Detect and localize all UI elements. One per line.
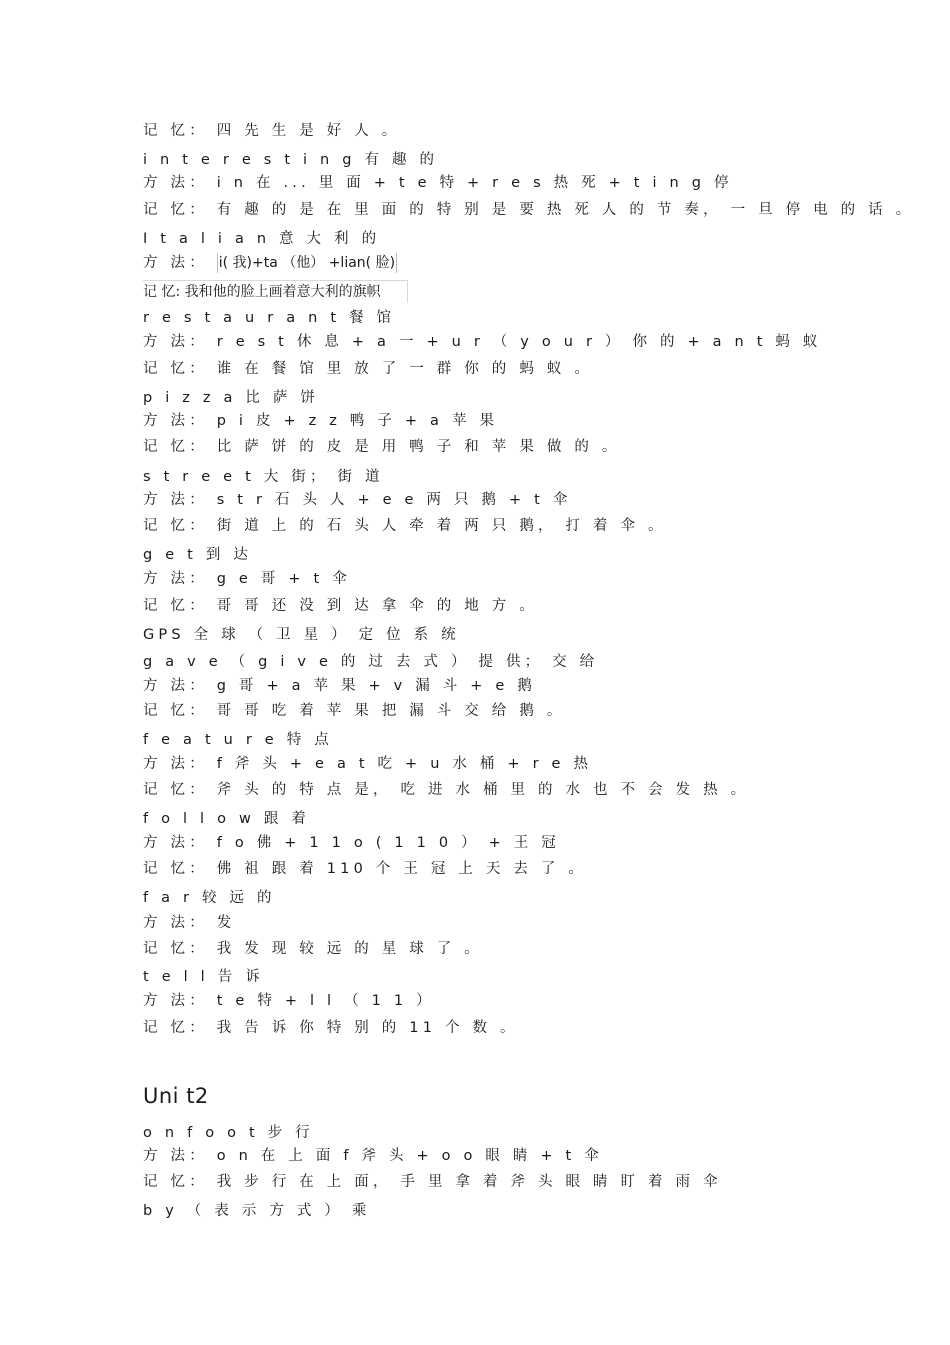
word-entry: GPS 全 球 （ 卫 星 ） 定 位 系 统 (143, 627, 460, 643)
method-line: 方 法： f o 佛 + 1 1 o ( 1 1 0 ） + 王 冠 (143, 835, 560, 851)
word-entry: t e l l 告 诉 (143, 969, 264, 985)
word-entry: b y （ 表 示 方 式 ） 乘 (143, 1203, 371, 1219)
method-line: 方 法： t e 特 + l l （ 1 1 ） (143, 993, 435, 1009)
memory-line: 记 忆： 街 道 上 的 石 头 人 牵 着 两 只 鹅， 打 着 伞 。 (143, 518, 667, 534)
word-entry: g e t 到 达 (143, 547, 253, 563)
word-entry: f e a t u r e 特 点 (143, 732, 333, 748)
method-line: 方 法： r e s t 休 息 + a 一 + u r （ y o u r ） 你 的 + a n t 蚂 蚁 (143, 334, 822, 350)
word-entry: o n f o o t 步 行 (143, 1125, 314, 1141)
method-line: 方 法： f 斧 头 + e a t 吃 + u 水 桶 + r e 热 (143, 756, 593, 772)
method-fragment: i( 我)+ta （他） +lian( 脸) (218, 255, 396, 271)
unit-heading: Uni t2 (143, 1084, 209, 1108)
word-entry: p i z z a 比 萨 饼 (143, 390, 320, 406)
memory-line: 记 忆： 我 发 现 较 远 的 星 球 了 。 (143, 941, 483, 957)
memory-line: 记 忆： 哥 哥 还 没 到 达 拿 伞 的 地 方 。 (143, 598, 539, 614)
method-line (143, 253, 397, 273)
word-entry: i n t e r e s t i n g 有 趣 的 (143, 152, 439, 168)
method-line: 方 法： o n 在 上 面 f 斧 头 + o o 眼 睛 + t 伞 (143, 1148, 603, 1164)
memory-line: 记 忆： 我 步 行 在 上 面， 手 里 拿 着 斧 头 眼 睛 盯 着 雨 伞 (143, 1174, 722, 1190)
method-line: 方 法： 发 (143, 915, 236, 931)
memory-line: 记 忆： 佛 祖 跟 着 110 个 王 冠 上 天 去 了 。 (143, 861, 588, 877)
method-line: 方 法： g 哥 + a 苹 果 + v 漏 斗 + e 鹅 (143, 678, 537, 694)
memory-line: 记 忆： 我 告 诉 你 特 别 的 11 个 数 。 (143, 1020, 519, 1036)
method-line: 方 法： p i 皮 + z z 鸭 子 + a 苹 果 (143, 413, 499, 429)
word-entry: I t a l i a n 意 大 利 的 (143, 231, 381, 247)
word-entry: f a r 较 远 的 (143, 890, 276, 906)
method-label: 方 法： (143, 255, 208, 271)
memory-line: 记 忆: 我和他的脸上画着意大利的旗帜 (143, 280, 408, 303)
word-entry: f o l l o w 跟 着 (143, 811, 311, 827)
memory-line: 记 忆： 有 趣 的 是 在 里 面 的 特 别 是 要 热 死 人 的 节 奏， 一 旦 停 电 的 话 。 (143, 202, 915, 218)
method-line: 方 法： g e 哥 + t 伞 (143, 571, 351, 587)
memory-line: 记 忆： 四 先 生 是 好 人 。 (143, 123, 401, 139)
method-line: 方 法： i n 在 ... 里 面 + t e 特 + r e s 热 死 + t i n g 停 (143, 175, 733, 191)
memory-line: 记 忆： 比 萨 饼 的 皮 是 用 鸭 子 和 苹 果 做 的 。 (143, 439, 621, 455)
method-line: 方 法： s t r 石 头 人 + e e 两 只 鹅 + t 伞 (143, 492, 572, 508)
word-entry: s t r e e t 大 街； 街 道 (143, 469, 384, 485)
memory-line: 记 忆： 哥 哥 吃 着 苹 果 把 漏 斗 交 给 鹅 。 (143, 703, 566, 719)
word-entry: r e s t a u r a n t 餐 馆 (143, 310, 396, 326)
memory-line: 记 忆： 谁 在 餐 馆 里 放 了 一 群 你 的 蚂 蚁 。 (143, 361, 594, 377)
word-entry: g a v e （ g i v e 的 过 去 式 ） 提 供； 交 给 (143, 654, 599, 670)
memory-line: 记 忆： 斧 头 的 特 点 是， 吃 进 水 桶 里 的 水 也 不 会 发 热 。 (143, 782, 750, 798)
